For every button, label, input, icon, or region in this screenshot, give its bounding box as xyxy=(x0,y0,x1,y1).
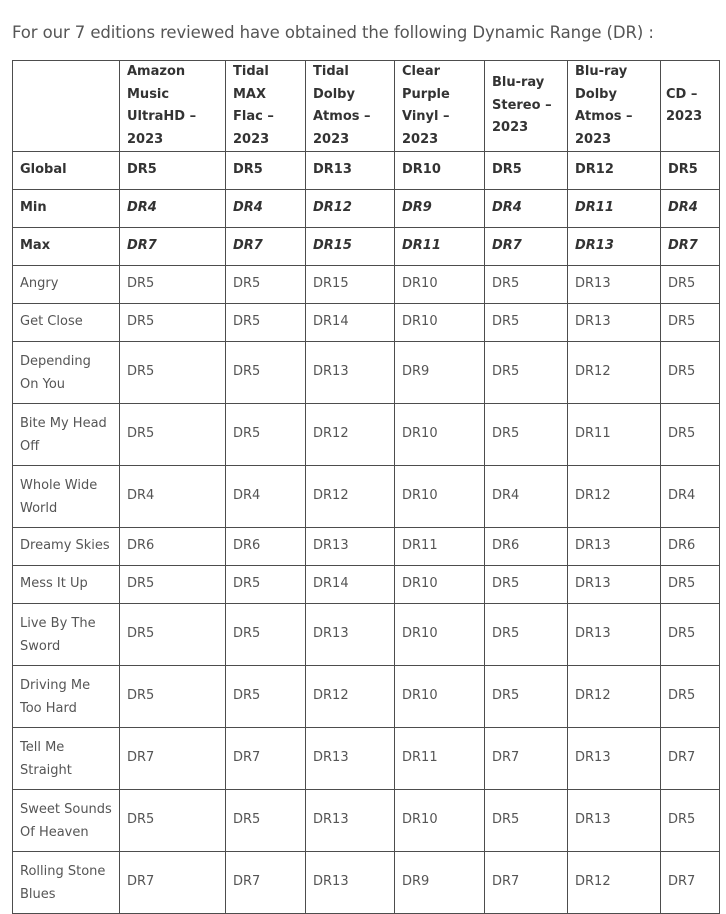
dr-value-cell: DR5 xyxy=(661,266,720,304)
dr-value-cell: DR12 xyxy=(568,342,661,404)
dr-value-cell: DR13 xyxy=(568,728,661,790)
dr-value-cell: DR6 xyxy=(120,528,226,566)
table-row xyxy=(13,528,720,566)
dr-value-cell: DR5 xyxy=(226,790,306,852)
dr-value-cell: DR5 xyxy=(120,604,226,666)
table-row xyxy=(13,566,720,604)
dr-value-cell: DR5 xyxy=(661,666,720,728)
dr-value-cell: DR5 xyxy=(661,304,720,342)
table-row xyxy=(13,266,720,304)
dr-value-cell: DR12 xyxy=(568,666,661,728)
dr-value-cell: DR4 xyxy=(661,190,720,228)
dr-value-cell: DR11 xyxy=(568,404,661,466)
dr-value-cell: DR7 xyxy=(661,728,720,790)
dr-value-cell: DR4 xyxy=(485,190,568,228)
dr-value-cell: DR14 xyxy=(306,566,395,604)
dr-value-cell: DR7 xyxy=(661,852,720,914)
dr-value-cell: DR12 xyxy=(306,666,395,728)
dr-value-cell: DR13 xyxy=(306,852,395,914)
dr-value-cell: DR5 xyxy=(485,604,568,666)
dr-value-cell: DR5 xyxy=(226,342,306,404)
dr-value-cell: DR13 xyxy=(306,342,395,404)
dr-value-cell: DR4 xyxy=(661,466,720,528)
dr-value-cell: DR13 xyxy=(306,728,395,790)
dr-value-cell: DR7 xyxy=(485,852,568,914)
dr-value-cell: DR10 xyxy=(395,304,485,342)
dr-value-cell: DR5 xyxy=(485,404,568,466)
dr-value-cell: DR10 xyxy=(395,266,485,304)
dr-value-cell: DR7 xyxy=(485,228,568,266)
dr-value-cell: DR5 xyxy=(485,304,568,342)
dr-value-cell: DR5 xyxy=(485,566,568,604)
dr-value-cell: DR13 xyxy=(568,228,661,266)
summary-row-min xyxy=(13,190,720,228)
dr-value-cell: DR5 xyxy=(120,342,226,404)
track-name: Bite My Head Off xyxy=(13,404,120,466)
header-corner-cell xyxy=(13,61,120,152)
dr-value-cell: DR5 xyxy=(226,604,306,666)
dr-value-cell: DR13 xyxy=(306,604,395,666)
dr-value-cell: DR5 xyxy=(120,304,226,342)
dr-value-cell: DR5 xyxy=(120,666,226,728)
summary-row-max xyxy=(13,228,720,266)
dr-value-cell: DR5 xyxy=(120,152,226,190)
track-name: Mess It Up xyxy=(13,566,120,604)
dr-value-cell: DR7 xyxy=(120,728,226,790)
column-header: CD – 2023 xyxy=(661,61,720,152)
column-header: Amazon Music UltraHD – 2023 xyxy=(120,61,226,152)
dr-value-cell: DR13 xyxy=(568,604,661,666)
dr-value-cell: DR15 xyxy=(306,228,395,266)
dr-value-cell: DR13 xyxy=(568,528,661,566)
row-label: Global xyxy=(13,152,120,190)
table-row xyxy=(13,728,720,790)
dr-value-cell: DR6 xyxy=(485,528,568,566)
row-label: Min xyxy=(13,190,120,228)
dr-value-cell: DR10 xyxy=(395,666,485,728)
column-header: Blu-ray Stereo – 2023 xyxy=(485,61,568,152)
dr-value-cell: DR7 xyxy=(120,228,226,266)
column-header: Blu-ray Dolby Atmos – 2023 xyxy=(568,61,661,152)
dr-value-cell: DR5 xyxy=(661,604,720,666)
dr-value-cell: DR11 xyxy=(395,228,485,266)
dr-value-cell: DR5 xyxy=(485,666,568,728)
dr-value-cell: DR12 xyxy=(306,466,395,528)
dr-value-cell: DR5 xyxy=(226,566,306,604)
dr-value-cell: DR5 xyxy=(661,152,720,190)
dr-value-cell: DR11 xyxy=(568,190,661,228)
dr-value-cell: DR5 xyxy=(485,342,568,404)
track-name: Sweet Sounds Of Heaven xyxy=(13,790,120,852)
dr-value-cell: DR5 xyxy=(120,266,226,304)
dr-value-cell: DR7 xyxy=(120,852,226,914)
dr-value-cell: DR10 xyxy=(395,566,485,604)
dr-value-cell: DR4 xyxy=(120,190,226,228)
dr-value-cell: DR12 xyxy=(568,152,661,190)
track-name: Driving Me Too Hard xyxy=(13,666,120,728)
dr-value-cell: DR10 xyxy=(395,466,485,528)
table-row xyxy=(13,790,720,852)
dr-value-cell: DR5 xyxy=(661,404,720,466)
dr-value-cell: DR7 xyxy=(485,728,568,790)
dr-value-cell: DR12 xyxy=(306,404,395,466)
dr-value-cell: DR14 xyxy=(306,304,395,342)
dr-value-cell: DR10 xyxy=(395,152,485,190)
dr-value-cell: DR12 xyxy=(306,190,395,228)
table-row xyxy=(13,604,720,666)
dr-value-cell: DR5 xyxy=(485,790,568,852)
dr-value-cell: DR5 xyxy=(120,790,226,852)
dr-value-cell: DR10 xyxy=(395,604,485,666)
column-header: Tidal MAX Flac – 2023 xyxy=(226,61,306,152)
dr-value-cell: DR5 xyxy=(120,566,226,604)
dr-value-cell: DR7 xyxy=(226,852,306,914)
table-row xyxy=(13,852,720,914)
dr-value-cell: DR11 xyxy=(395,728,485,790)
track-name: Live By The Sword xyxy=(13,604,120,666)
intro-paragraph: For our 7 editions reviewed have obtained the following Dynamic Range (DR) : xyxy=(12,22,654,42)
dr-value-cell: DR7 xyxy=(661,228,720,266)
dr-value-cell: DR4 xyxy=(226,190,306,228)
dr-value-cell: DR10 xyxy=(395,790,485,852)
dr-value-cell: DR5 xyxy=(226,666,306,728)
table-row xyxy=(13,342,720,404)
dr-value-cell: DR5 xyxy=(485,152,568,190)
summary-row-global xyxy=(13,152,720,190)
row-label: Max xyxy=(13,228,120,266)
dr-value-cell: DR13 xyxy=(306,528,395,566)
table-row xyxy=(13,404,720,466)
dr-value-cell: DR5 xyxy=(120,404,226,466)
dr-value-cell: DR5 xyxy=(485,266,568,304)
dr-value-cell: DR5 xyxy=(661,790,720,852)
track-name: Whole Wide World xyxy=(13,466,120,528)
track-name: Angry xyxy=(13,266,120,304)
dr-value-cell: DR6 xyxy=(226,528,306,566)
table-header-row xyxy=(13,61,720,152)
dr-value-cell: DR5 xyxy=(226,404,306,466)
column-header: Tidal Dolby Atmos – 2023 xyxy=(306,61,395,152)
dr-value-cell: DR7 xyxy=(226,228,306,266)
dr-value-cell: DR9 xyxy=(395,852,485,914)
dr-value-cell: DR15 xyxy=(306,266,395,304)
track-name: Rolling Stone Blues xyxy=(13,852,120,914)
dr-value-cell: DR12 xyxy=(568,466,661,528)
dr-value-cell: DR9 xyxy=(395,190,485,228)
track-name: Dreamy Skies xyxy=(13,528,120,566)
dr-value-cell: DR11 xyxy=(395,528,485,566)
dr-value-cell: DR9 xyxy=(395,342,485,404)
dynamic-range-table xyxy=(12,60,720,914)
dr-value-cell: DR5 xyxy=(226,266,306,304)
dr-value-cell: DR10 xyxy=(395,404,485,466)
column-header: Clear Purple Vinyl – 2023 xyxy=(395,61,485,152)
table-row xyxy=(13,666,720,728)
dr-value-cell: DR13 xyxy=(568,566,661,604)
dr-value-cell: DR5 xyxy=(661,566,720,604)
dr-value-cell: DR7 xyxy=(226,728,306,790)
dr-value-cell: DR6 xyxy=(661,528,720,566)
dr-value-cell: DR4 xyxy=(120,466,226,528)
table-row xyxy=(13,466,720,528)
track-name: Depending On You xyxy=(13,342,120,404)
dr-value-cell: DR13 xyxy=(568,790,661,852)
dr-value-cell: DR4 xyxy=(485,466,568,528)
dr-value-cell: DR5 xyxy=(226,152,306,190)
track-name: Tell Me Straight xyxy=(13,728,120,790)
dr-value-cell: DR12 xyxy=(568,852,661,914)
dr-value-cell: DR5 xyxy=(226,304,306,342)
dr-value-cell: DR13 xyxy=(568,304,661,342)
dr-value-cell: DR5 xyxy=(661,342,720,404)
dr-value-cell: DR4 xyxy=(226,466,306,528)
table-row xyxy=(13,304,720,342)
dr-value-cell: DR13 xyxy=(306,790,395,852)
dr-value-cell: DR13 xyxy=(306,152,395,190)
dr-value-cell: DR13 xyxy=(568,266,661,304)
track-name: Get Close xyxy=(13,304,120,342)
